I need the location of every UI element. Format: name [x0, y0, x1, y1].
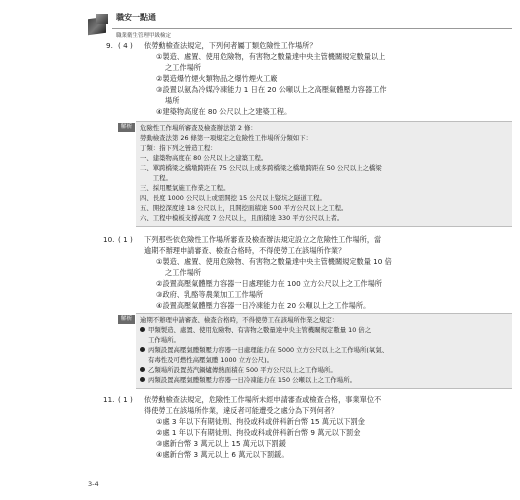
answer-label: ( 1 ): [118, 235, 133, 244]
option-line: ③設置以氨為冷媒冷凍能力 1 日在 20 公噸以上之高壓氣體壓力容器工作: [156, 85, 387, 94]
explanation-line: 勞動檢查法第 26 條第一項規定之危險性工作場所分類如下：: [140, 134, 312, 142]
bullet-icon: [140, 367, 145, 372]
option-line: ②設置高壓氣體壓力容器一日處理能力在 100 立方公尺以上之工作場所: [156, 279, 382, 288]
explanation-line: 六、工程中模板支撐高度 7 公尺以上，且面積達 330 平方公尺以上者。: [140, 214, 344, 222]
bullet-text: 乙類場所設置蒸汽鍋爐傳熱面積在 500 平方公尺以上之工作場所。: [148, 366, 337, 374]
question-stem: 逾期不辦理申請審查、檢查合格時，不得使勞工在該場所作業？: [144, 246, 346, 255]
option-line: ④處新台幣 3 萬元以上 6 萬元以下罰鍰。: [156, 450, 289, 459]
book-subtitle: 職業衛生管理甲級檢定: [116, 33, 172, 39]
option-line: ①處 3 年以下有期徒刑、拘役或科或併科新台幣 15 萬元以下罰金: [156, 417, 365, 426]
bullet-icon: [140, 377, 145, 382]
page-header: [0, 8, 520, 38]
answer-label: ( 4 ): [118, 41, 133, 50]
option-line: 場所: [165, 96, 180, 105]
book-title: 職安一點通: [116, 13, 156, 22]
header-divider: [112, 28, 512, 29]
bullet-text: 丙類設置高壓氣體類壓力容器一日冷凍能力在 150 公噸以上之工作場所。: [148, 376, 356, 384]
question-stem: 依勞動檢查法規定，下列何者屬丁類危險性工作場所？: [144, 41, 317, 50]
explanation-bullet-line: [140, 345, 388, 355]
question-number: 9.: [106, 41, 113, 50]
bullet-icon: [140, 327, 145, 332]
option-line: ③政府、乳酪等農業加工工作場所: [156, 290, 264, 299]
explanation-tag: 解析: [118, 315, 135, 324]
option-line: ④設置高壓氣體壓力容器一日冷凍能力在 20 公噸以上之工作場所。: [156, 301, 371, 310]
question-number: 10.: [103, 235, 115, 244]
answer-label: ( 1 ): [118, 395, 133, 404]
question-stem: 下列那些依危險性工作場所審查及檢查辦法規定設立之危險性工作場所，當: [144, 235, 382, 244]
option-line: ②處 1 年以下有期徒刑、拘役或科或併科新台幣 9 萬元以下罰金: [156, 428, 361, 437]
explanation-bullet-line: [140, 375, 356, 385]
explanation-line: 危險性工作場所審查及檢查辦法第 2 條：: [140, 124, 257, 132]
explanation-bullet-line: [140, 325, 371, 335]
explanation-line: 工作場所。: [148, 336, 180, 344]
explanation-line: 工程。: [140, 174, 172, 182]
explanation-line: 一、建築物高度在 80 公尺以上之建築工程。: [140, 154, 268, 162]
option-line: ④建築物高度在 80 公尺以上之建築工程。: [156, 107, 292, 116]
bullet-text: 丙類設置高壓氣體類壓力容器一日處理能力在 5000 立方公尺以上之工作場所(氧氣、: [148, 346, 389, 354]
bullet-text: 甲類製造、處置、使用危險物、有害物之數量達中央主管機關規定數量 10 倍之: [148, 326, 372, 334]
option-line: 之工作場所: [165, 268, 201, 277]
page-number: 3-4: [88, 480, 99, 488]
explanation-bullet-line: [140, 365, 337, 375]
explanation-line: 三、採用壓氣施工作業之工程。: [140, 184, 230, 192]
question-stem: 得使勞工在該場所作業，違反者可能遭受之處分為下列何者？: [144, 406, 339, 415]
option-line: ①製造、處置、使用危險物、有害物之數量達中央主管機關規定數量 10 倍: [156, 257, 392, 266]
explanation-tag: 解析: [118, 123, 135, 132]
bullet-icon: [140, 347, 145, 352]
option-line: ③處新台幣 3 萬元以上 15 萬元以下罰鍰: [156, 439, 286, 448]
question-number: 11.: [103, 395, 115, 404]
explanation-line: 五、開挖深度達 18 公尺以上，且開挖面積達 500 平方公尺以上之工程。: [140, 204, 348, 212]
explanation-line: 有毒性及可燃性高壓氣體 1000 立方公尺)。: [148, 356, 274, 364]
option-line: 之工作場所: [165, 63, 201, 72]
explanation-line: 丁類：指下列之營造工程：: [140, 144, 217, 152]
explanation-line: 四、長度 1000 公尺以上或需開挖 15 公尺以上豎坑之隧道工程。: [140, 194, 326, 202]
book-logo-icon: [86, 14, 112, 36]
question-stem: 依勞動檢查法規定，危險性工作場所未經申請審查或檢查合格，事業單位不: [144, 395, 382, 404]
option-line: ②製造爆竹煙火類物品之爆竹煙火工廠: [156, 74, 278, 83]
explanation-line: 逾期不辦理申請審查、檢查合格時，不得使勞工在該場所作業之規定：: [140, 316, 339, 324]
explanation-line: 二、單跨橋梁之橋墩跨距在 75 公尺以上或多跨橋梁之橋墩跨距在 50 公尺以上之橋梁: [140, 164, 382, 172]
option-line: ①製造、處置、使用危險物，有害物之數量達中央主管機關規定數量以上: [156, 52, 386, 61]
